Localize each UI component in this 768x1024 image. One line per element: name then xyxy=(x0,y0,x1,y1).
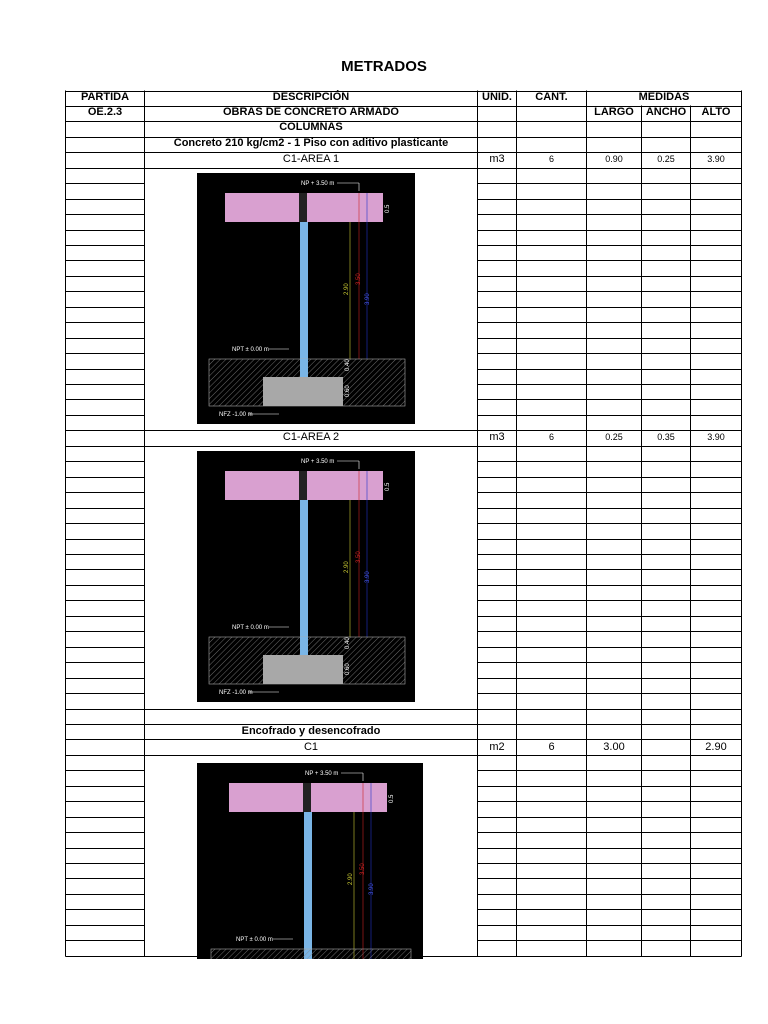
item-c1-area2-unid: m3 xyxy=(489,431,505,443)
subsection-title: COLUMNAS xyxy=(279,121,343,133)
column-section-drawing-3 xyxy=(197,763,423,959)
footing xyxy=(263,655,343,684)
section-title: OBRAS DE CONCRETO ARMADO xyxy=(222,106,399,118)
dim-yellow-text: 2.90 xyxy=(344,283,350,295)
item-c1-form-largo: 3.00 xyxy=(603,741,625,753)
dim-yellow-text: 2.90 xyxy=(348,873,354,885)
slab-joint xyxy=(299,471,307,500)
column-section-drawing-1 xyxy=(197,173,415,424)
dim-slab-text: 0.5 xyxy=(385,204,391,213)
item-c1-area1-unid: m3 xyxy=(489,153,505,165)
ground-hatch xyxy=(211,949,411,959)
dim-060-text: 0.60 xyxy=(345,385,351,397)
header-descripcion: DESCRIPCIÓN xyxy=(272,91,350,103)
dim-slab-text: 0.5 xyxy=(389,794,395,803)
item-c1-area1-cant: 6 xyxy=(548,154,554,164)
drawing-svg xyxy=(197,763,423,959)
header-alto: ALTO xyxy=(701,106,731,118)
dim-blue-text: 3.90 xyxy=(365,571,371,583)
header-ancho: ANCHO xyxy=(645,106,687,118)
header-partida: PARTIDA xyxy=(80,91,130,103)
page-title: METRADOS xyxy=(341,58,427,75)
npt-label: NPT ± 0.00 m xyxy=(236,937,273,943)
item-c1-area1-largo: 0.90 xyxy=(605,154,623,164)
item-c1-form-cant: 6 xyxy=(548,741,555,753)
item-c1-area1-ancho: 0.25 xyxy=(657,154,675,164)
partida-code: OE.2.3 xyxy=(87,106,123,118)
item-c1-form-desc: C1 xyxy=(303,741,319,753)
drawing-svg xyxy=(197,173,415,424)
dim-yellow-text: 2.90 xyxy=(344,561,350,573)
item-c1-form-alto: 2.90 xyxy=(705,741,727,753)
header-cant: CANT. xyxy=(535,91,568,103)
dim-blue-text: 3.90 xyxy=(369,883,375,895)
column-shaft xyxy=(300,500,308,637)
item-c1-area2-largo: 0.25 xyxy=(605,432,623,442)
dim-060-text: 0.60 xyxy=(345,663,351,675)
item-c1-area2-ancho: 0.35 xyxy=(657,432,675,442)
item-c1-area1-desc: C1-AREA 1 xyxy=(282,153,340,165)
item-c1-form-ancho xyxy=(642,740,690,755)
dim-blue-text: 3.90 xyxy=(365,293,371,305)
item-c1-form-unid: m2 xyxy=(489,741,505,753)
npt-label: NPT ± 0.00 m xyxy=(232,347,269,353)
slab-joint xyxy=(303,783,311,812)
np-label: NP + 3.50 m xyxy=(301,181,335,187)
item-c1-area2-alto: 3.90 xyxy=(707,432,725,442)
slab-joint xyxy=(299,193,307,222)
column-embed xyxy=(300,359,308,377)
dim-040-text: 0.40 xyxy=(345,637,351,649)
header-unid: UNID. xyxy=(482,91,512,103)
column-section-drawing-2 xyxy=(197,451,415,702)
concrete-item-title: Concreto 210 kg/cm2 - 1 Piso con aditivo plasticante xyxy=(173,137,449,149)
item-c1-area2-cant: 6 xyxy=(548,432,554,442)
np-label: NP + 3.50 m xyxy=(305,771,339,777)
dim-slab-text: 0.5 xyxy=(385,482,391,491)
header-largo: LARGO xyxy=(594,106,634,118)
np-label: NP + 3.50 m xyxy=(301,459,335,465)
drawing-svg xyxy=(197,451,415,702)
item-c1-area1-alto: 3.90 xyxy=(707,154,725,164)
column-embed xyxy=(300,637,308,655)
column-shaft xyxy=(300,222,308,359)
formwork-item-title: Encofrado y desencofrado xyxy=(241,725,381,737)
dim-red-text: 3.50 xyxy=(360,863,366,875)
header-medidas: MEDIDAS xyxy=(638,91,690,103)
npt-label: NPT ± 0.00 m xyxy=(232,625,269,631)
column-shaft xyxy=(304,812,312,959)
item-c1-area2-desc: C1-AREA 2 xyxy=(282,431,340,443)
dim-red-text: 3.50 xyxy=(356,551,362,563)
footing xyxy=(263,377,343,406)
dim-red-text: 3.50 xyxy=(356,273,362,285)
dim-040-text: 0.40 xyxy=(345,359,351,371)
nfz-label: NFZ -1.00 m xyxy=(219,412,253,418)
nfz-label: NFZ -1.00 m xyxy=(219,690,253,696)
